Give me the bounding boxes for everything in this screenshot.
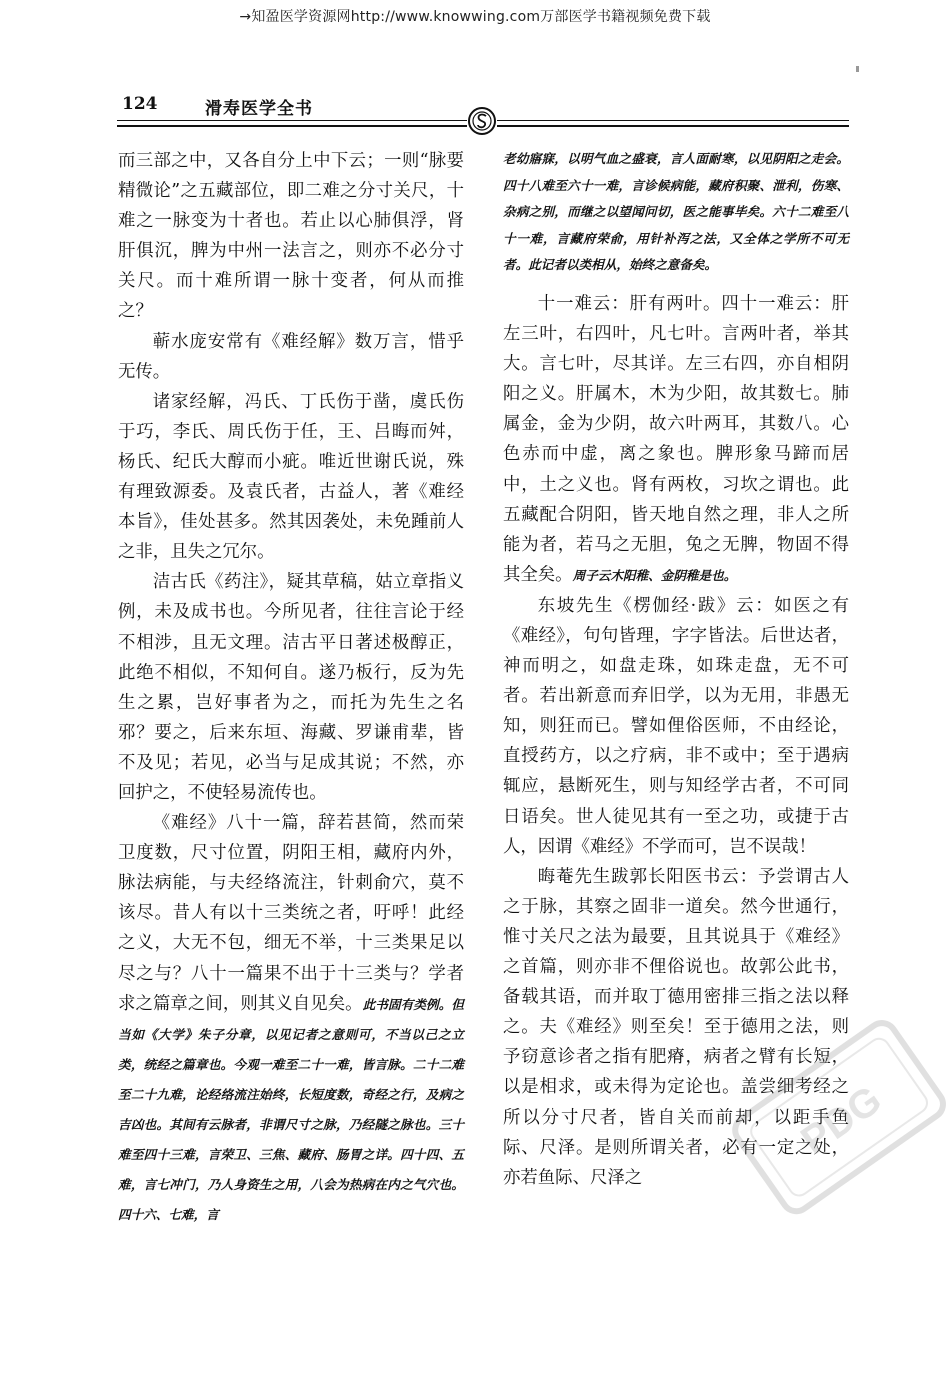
page-number: 124 <box>122 94 158 114</box>
right-inline-note: 周子云木阳稚、金阴稚是也。 <box>572 567 737 583</box>
left-paragraph-4: 洁古氏《药注》，疑其草稿，姑立章指义例，未及成书也。今所见者，往往言论于经不相涉，且无文理。洁古平日著述极醇正，此绝不相似，不知何自。遂乃板行，反为先生之累，岂好事者为之，而托为先生之名邪？要之，后来东垣、海藏、罗谦甫辈，皆不及见；若见，必当与足成其说；不然，亦回护之，不使轻易流传也。 <box>118 572 464 803</box>
publisher-emblem-icon <box>467 106 497 136</box>
watermark-banner: →知盈医学资源网http://www.knowwing.com万部医学书籍视频免费下载 <box>239 9 711 25</box>
left-paragraph-3: 诸家经解，冯氏、丁氏伤于凿，虞氏伤于巧，李氏、周氏伤于任，王、吕晦而舛，杨氏、纪氏大醇而小疵。唯近世谢氏说，殊有理致源委。及袁氏者，古益人，著《难经本旨》，佳处甚多。然其因袭处，未免踵前人之非，且失之冗尔。 <box>118 391 464 563</box>
edge-mark <box>856 66 859 72</box>
left-column <box>118 146 464 1229</box>
stamp-label: PDG <box>793 1077 890 1164</box>
left-paragraph-1: 而三部之中，又各自分上中下云；一则“脉要精微论”之五藏部位，即二难之分寸关尺，十难之一脉变为十者也。若止以心肺俱浮，肾肝俱沉，脾为中州一法言之，则亦不必分寸关尺。而十难所谓一脉十变者，何从而推之？ <box>118 151 464 322</box>
right-paragraph-1 <box>503 289 849 591</box>
right-paragraph-1-text: 十一难云：肝有两叶。四十一难云：肝左三叶，右四叶，凡七叶。言两叶者，举其大。言七叶，尽其详。左三右四，亦自相阴阳之义。肝属木，木为少阳，故其数七。肺属金，金为少阴，故六叶两耳，其数八。心色赤而中虚，离之象也。脾形象马蹄而居中，土之义也。肾有两枚，习坎之谓也。此五藏配合阴阳，皆天地自然之理，非人之所能为者，若马之无胆，兔之无脾，物固不得其全矣。 <box>503 293 849 585</box>
left-paragraph-5-text: 《难经》八十一篇，辞若甚简，然而荣卫度数，尺寸位置，阴阳王相，藏府内外，脉法病能，与夫经络流注，针刺俞穴，莫不该尽。昔人有以十三类统之者，吁呼！此经之义，大无不包，细无不举，十三类果足以尽之与？八十一篇果不出于十三类与？学者求之篇章之间，则其义自见矣。 <box>118 813 464 1014</box>
right-annotation-continued: 老幼寤寐，以明气血之盛衰，言人面耐寒，以见阴阳之走会。四十八难至六十一难，言诊候病能，藏府积聚、泄利，伤寒、杂病之别，而继之以望闻问切，医之能事毕矣。六十二难至八十一难，言藏府荣俞，用针补泻之法，又全体之学所不可无者。此记者以类相从，始终之意备矣。 <box>503 151 849 273</box>
book-title: 滑寿医学全书 <box>205 99 313 119</box>
right-paragraph-2: 东坡先生《楞伽经·跋》云：如医之有《难经》，句句皆理，字字皆法。后世达者，神而明之，如盘走珠，如珠走盘，无不可者。若出新意而弃旧学，以为无用，非愚无知，则狂而已。譬如俚俗医师，不由经论，直授药方，以之疗病，非不或中；至于遇病辄应，悬断死生，则与知经学古者，不可同日语矣。世人徒见其有一至之功，或捷于古人，因谓《难经》不学而可，岂不误哉！ <box>503 595 849 857</box>
right-paragraph-3: 晦菴先生跋郭长阳医书云：予尝谓古人之于脉，其察之固非一道矣。然今世通行，惟寸关尺之法为最要，且其说具于《难经》之首篇，则亦非不俚俗说也。故郭公此书，备载其语，而并取丁德用密排三指之法以释之。夫《难经》则至矣！至于德用之法，则予窃意诊者之指有肥瘠，病者之臂有长短，以是相求，或未得为定论也。盖尝细考经之所以分寸尺者，皆自关而前却，以距手鱼际、尺泽。是则所谓关者，必有一定之处，亦若鱼际、尺泽之 <box>503 866 849 1188</box>
pdg-watermark-stamp <box>720 1005 950 1235</box>
page-header <box>117 94 849 134</box>
left-paragraph-2: 蕲水庞安常有《难经解》数万言，惜乎无传。 <box>118 331 464 382</box>
left-annotation-note: 此书固有类例。但当如《大学》朱子分章，以见记者之意则可，不当以己之立类，统经之篇章也。今观一难至二十一难，皆言脉。二十二难至二十九难，论经络流注始终，长短度数，奇经之行，及病之吉凶也。其间有云脉者，非谓尺寸之脉，乃经隧之脉也。三十难至四十三难，言荣卫、三焦、藏府、肠胃之详。四十四、五难，言七冲门，乃人身资生之用，八会为热病在内之气穴也。四十六、七难，言 <box>118 996 464 1223</box>
left-paragraph-5 <box>118 808 464 1229</box>
